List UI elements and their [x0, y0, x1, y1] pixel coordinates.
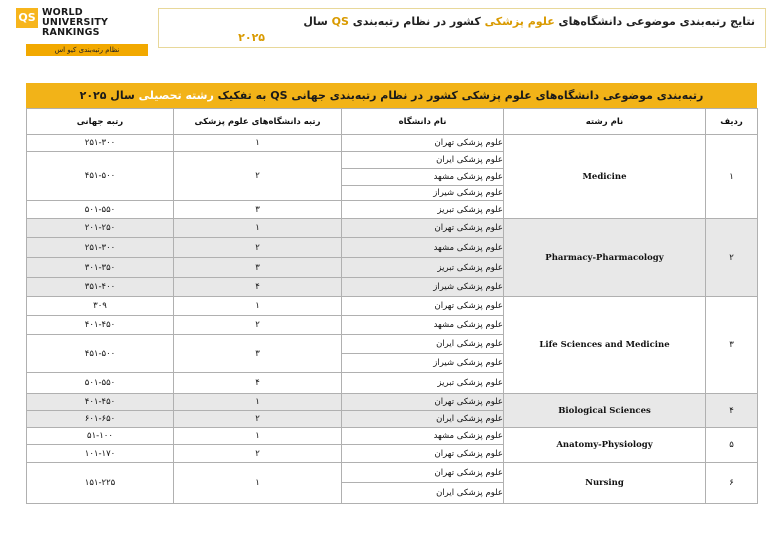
- world-rank-cell: ۵۰۱-۵۵۰: [27, 373, 174, 394]
- banner-part-1: رتبه‌بندی موضوعی دانشگاه‌های علوم پزشکی کشور در نظام رتبه‌بندی جهانی QS به تفکیک: [213, 89, 704, 102]
- page-title: [303, 15, 755, 28]
- banner-part-3: سال ۲۰۲۵: [79, 89, 139, 102]
- university-cell: علوم پزشکی تهران: [342, 219, 504, 238]
- field-cell: Life Sciences and Medicine: [504, 297, 706, 394]
- title-part-3: کشور در نظام رتبه‌بندی: [348, 15, 485, 28]
- table-row: [27, 463, 758, 483]
- world-rank-cell: ۲۵۱-۳۰۰: [27, 135, 174, 152]
- field-cell: Anatomy-Physiology: [504, 428, 706, 463]
- row-number-cell: ۲: [706, 219, 758, 297]
- title-part-5: سال: [303, 15, 332, 28]
- university-cell: علوم پزشکی ایران: [342, 152, 504, 169]
- table-banner: [26, 83, 757, 108]
- university-cell: علوم پزشکی تهران: [342, 135, 504, 152]
- logo-text-world: WORLD: [42, 7, 83, 18]
- university-cell: علوم پزشکی شیراز: [342, 278, 504, 297]
- row-number-cell: ۱: [706, 135, 758, 219]
- logo-text-rankings: RANKINGS: [42, 27, 100, 38]
- header-university: نام دانشگاه: [342, 109, 504, 135]
- medical-rank-cell: ۲: [174, 316, 342, 335]
- table-row: [27, 297, 758, 316]
- university-cell: علوم پزشکی مشهد: [342, 428, 504, 445]
- field-cell: Biological Sciences: [504, 394, 706, 428]
- header-medical-rank: رتبه دانشگاه‌های علوم پزشکی: [174, 109, 342, 135]
- medical-rank-cell: ۱: [174, 394, 342, 411]
- medical-rank-cell: ۴: [174, 373, 342, 394]
- university-cell: علوم پزشکی تهران: [342, 297, 504, 316]
- qs-logo-mark: QS: [16, 8, 38, 28]
- university-cell: علوم پزشکی تهران: [342, 445, 504, 463]
- row-number-cell: ۴: [706, 394, 758, 428]
- university-cell: علوم پزشکی مشهد: [342, 238, 504, 258]
- university-cell: علوم پزشکی تهران: [342, 463, 504, 483]
- table-header-row: [27, 109, 758, 135]
- university-cell: علوم پزشکی ایران: [342, 411, 504, 428]
- medical-rank-cell: ۳: [174, 335, 342, 373]
- title-highlight-qs: QS: [331, 15, 349, 28]
- medical-rank-cell: ۱: [174, 219, 342, 238]
- medical-rank-cell: ۱: [174, 428, 342, 445]
- world-rank-cell: ۲۰۱-۲۵۰: [27, 219, 174, 238]
- field-cell: Medicine: [504, 135, 706, 219]
- row-number-cell: ۳: [706, 297, 758, 394]
- medical-rank-cell: ۲: [174, 152, 342, 201]
- university-cell: علوم پزشکی ایران: [342, 335, 504, 354]
- world-rank-cell: ۴۰۱-۴۵۰: [27, 316, 174, 335]
- medical-rank-cell: ۲: [174, 411, 342, 428]
- university-cell: علوم پزشکی ایران: [342, 483, 504, 504]
- header-field: نام رشته: [504, 109, 706, 135]
- field-cell: Nursing: [504, 463, 706, 504]
- medical-rank-cell: ۴: [174, 278, 342, 297]
- world-rank-cell: ۱۰۱-۱۷۰: [27, 445, 174, 463]
- world-rank-cell: ۱۵۱-۲۲۵: [27, 463, 174, 504]
- banner-highlight: رشته تحصیلی: [138, 89, 214, 102]
- medical-rank-cell: ۳: [174, 258, 342, 278]
- qs-logo: [16, 8, 148, 56]
- medical-rank-cell: ۱: [174, 135, 342, 152]
- university-cell: علوم پزشکی شیراز: [342, 354, 504, 373]
- table-row: [27, 394, 758, 411]
- medical-rank-cell: ۳: [174, 201, 342, 219]
- world-rank-cell: ۵۱-۱۰۰: [27, 428, 174, 445]
- world-rank-cell: ۳۰۹: [27, 297, 174, 316]
- university-cell: علوم پزشکی شیراز: [342, 186, 504, 201]
- logo-text-university: UNIVERSITY: [42, 17, 109, 28]
- university-cell: علوم پزشکی مشهد: [342, 316, 504, 335]
- table-body: [27, 135, 758, 504]
- world-rank-cell: ۴۰۱-۴۵۰: [27, 394, 174, 411]
- world-rank-cell: ۴۵۱-۵۰۰: [27, 152, 174, 201]
- title-year: ۲۰۲۵: [238, 31, 265, 44]
- medical-rank-cell: ۲: [174, 445, 342, 463]
- medical-rank-cell: ۱: [174, 463, 342, 504]
- world-rank-cell: ۶۰۱-۶۵۰: [27, 411, 174, 428]
- medical-rank-cell: ۱: [174, 297, 342, 316]
- page-title-box: [158, 8, 766, 48]
- table-row: [27, 428, 758, 445]
- university-cell: علوم پزشکی تبریز: [342, 258, 504, 278]
- world-rank-cell: ۳۰۱-۳۵۰: [27, 258, 174, 278]
- university-cell: علوم پزشکی مشهد: [342, 169, 504, 186]
- world-rank-cell: ۵۰۱-۵۵۰: [27, 201, 174, 219]
- medical-rank-cell: ۲: [174, 238, 342, 258]
- table-row: [27, 219, 758, 238]
- title-highlight-medical: علوم پزشکی: [484, 15, 555, 28]
- university-cell: علوم پزشکی تبریز: [342, 373, 504, 394]
- title-part-1: نتایج رتبه‌بندی موضوعی دانشگاه‌های: [554, 15, 755, 28]
- header-row-number: ردیف: [706, 109, 758, 135]
- ranking-table: [26, 108, 758, 504]
- row-number-cell: ۶: [706, 463, 758, 504]
- world-rank-cell: ۲۵۱-۳۰۰: [27, 238, 174, 258]
- university-cell: علوم پزشکی تهران: [342, 394, 504, 411]
- field-cell: Pharmacy-Pharmacology: [504, 219, 706, 297]
- logo-subtitle: نظام رتبه‌بندی کیو اس: [26, 44, 148, 56]
- row-number-cell: ۵: [706, 428, 758, 463]
- header-world-rank: رتبه جهانی: [27, 109, 174, 135]
- world-rank-cell: ۳۵۱-۴۰۰: [27, 278, 174, 297]
- university-cell: علوم پزشکی تبریز: [342, 201, 504, 219]
- table-row: [27, 135, 758, 152]
- world-rank-cell: ۴۵۱-۵۰۰: [27, 335, 174, 373]
